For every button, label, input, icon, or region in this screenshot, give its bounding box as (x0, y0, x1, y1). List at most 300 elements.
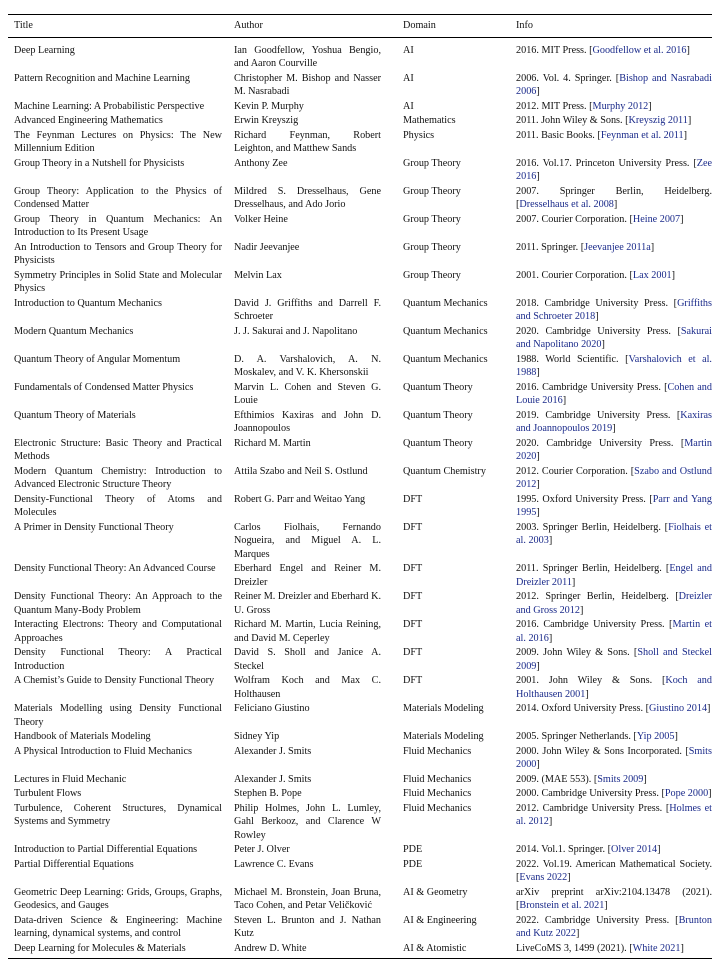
bracket-close: ] (648, 100, 652, 112)
bracket-close: ] (657, 844, 661, 855)
table-row (8, 618, 712, 646)
book-author: Attila Szabo and Neil S. Ostlund (234, 465, 368, 477)
book-info (510, 37, 712, 72)
citation-link[interactable]: Yip 2005 (636, 731, 675, 742)
table-row (8, 590, 712, 618)
bracket-open: [ (586, 44, 593, 56)
book-domain: Mathematics (403, 115, 456, 126)
bracket-open: [ (668, 591, 679, 602)
info-text: 2012. Courier Corporation. (516, 465, 628, 477)
book-info (510, 858, 712, 886)
bracket-open: [ (516, 199, 520, 210)
bracket-close: ] (585, 688, 589, 700)
book-author: Richard Feynman, Robert Leighton, and Matthew Sands (234, 129, 381, 154)
citation-link[interactable]: Dreizler and Gross 2012 (516, 591, 712, 616)
bracket-open: [ (627, 465, 635, 477)
bracket-open: [ (516, 872, 520, 883)
info-text: 2019. Cambridge University Press. (516, 409, 671, 421)
bracket-close: ] (571, 576, 576, 588)
bracket-close: ] (536, 660, 540, 672)
header-info: Info (510, 15, 712, 38)
bracket-open: [ (618, 353, 629, 365)
book-author: Reiner M. Dreizler and Eberhard K. U. Gross (234, 591, 381, 616)
bracket-close: ] (650, 241, 655, 253)
citation-link[interactable]: White 2021 (632, 942, 681, 954)
info-text: 2022. Cambridge University Press. (516, 914, 670, 926)
bracket-open: [ (668, 297, 678, 309)
book-domain: PDE (403, 844, 423, 855)
book-domain: DFT (403, 591, 423, 602)
citation-link[interactable]: Martin 2020 (516, 437, 712, 462)
bracket-open: [ (664, 619, 673, 630)
book-title: Fundamentals of Condensed Matter Physics (14, 381, 194, 393)
header-title: Title (8, 15, 228, 38)
table-row (8, 886, 712, 914)
info-text: 2005. Springer Netherlands. (516, 731, 631, 742)
bracket-close: ] (601, 339, 605, 350)
table-row (8, 185, 712, 213)
info-text: 2003. Springer Berlin, Heidelberg. (516, 521, 661, 533)
book-author: Richard M. Martin, Lucia Reining, and David M. Ceperley (234, 619, 381, 644)
book-author: Andrew D. White (228, 942, 397, 959)
book-info (510, 843, 712, 858)
book-domain: Quantum Theory (403, 437, 473, 449)
book-title: Group Theory in a Nutshell for Physicists (14, 157, 185, 169)
table-row (8, 942, 712, 959)
table-row (8, 100, 712, 115)
citation-link[interactable]: Sakurai and Napolitano 2020 (516, 325, 712, 350)
bracket-open: [ (578, 241, 585, 253)
table-row (8, 745, 712, 773)
book-author: David J. Griffiths and Darrell F. Schroeter (234, 297, 381, 322)
book-title: Partial Differential Equations (14, 858, 134, 870)
book-author: Alexander J. Smits (234, 745, 312, 757)
book-title: Electronic Structure: Basic Theory and Practical Methods (14, 437, 222, 462)
book-title: Quantum Theory of Angular Momentum (14, 353, 181, 365)
book-title: Deep Learning (14, 44, 75, 56)
citation-link[interactable]: Dresselhaus et al. 2008 (519, 199, 614, 210)
bracket-close: ] (536, 479, 540, 490)
citation-link[interactable]: Cohen and Louie 2016 (516, 381, 712, 406)
book-author: Alexander J. Smits (234, 773, 312, 785)
citation-link[interactable]: Brunton and Kutz 2022 (516, 914, 712, 939)
book-info (510, 353, 712, 381)
book-domain: Group Theory (403, 269, 461, 281)
bracket-close: ] (613, 199, 618, 210)
book-title: Quantum Theory of Materials (14, 409, 136, 421)
bracket-open: [ (591, 773, 598, 785)
book-domain: AI & Geometry (403, 886, 468, 898)
bracket-open: [ (629, 647, 638, 658)
bracket-open: [ (661, 563, 670, 574)
bracket-open: [ (670, 409, 681, 421)
bracket-open: [ (669, 914, 679, 926)
citation-link[interactable]: Murphy 2012 (592, 100, 649, 112)
info-text: 2009. (MAE 553). (516, 773, 592, 785)
bracket-close: ] (683, 129, 688, 141)
book-info (510, 129, 712, 157)
table-row (8, 409, 712, 437)
info-text: 2000. Cambridge University Press. (516, 788, 659, 799)
references-table (8, 14, 712, 959)
table-row (8, 702, 712, 730)
table-row (8, 730, 712, 745)
book-domain: DFT (403, 493, 423, 505)
info-text: 2006. Vol. 4. Springer. (516, 72, 612, 84)
book-info (510, 521, 712, 563)
bracket-open: [ (626, 942, 633, 954)
table-row (8, 914, 712, 942)
table-row (8, 437, 712, 465)
book-author: D. A. Varshalovich, A. N. Moskalev, and V. K. Khersonskii (234, 353, 381, 378)
book-author: Michael M. Bronstein, Joan Bruna, Taco Cohen, and Petar Veličković (234, 886, 381, 911)
book-author: Steven L. Brunton and J. Nathan Kutz (234, 914, 381, 939)
book-title: Density Functional Theory: An Approach to the Quantum Many-Body Problem (14, 591, 222, 616)
citation-link[interactable]: Goodfellow et al. 2016 (592, 44, 687, 56)
bracket-close: ] (536, 171, 540, 182)
book-title: Group Theory in Quantum Mechanics: An Introduction to Its Present Usage (14, 213, 222, 238)
book-title: Geometric Deep Learning: Grids, Groups, Graphs, Geodesics, and Gauges (14, 886, 222, 911)
book-domain: Fluid Mechanics (403, 802, 472, 814)
citation-link[interactable]: Zee 2016 (516, 157, 712, 182)
info-text: 2011. Springer Berlin, Heidelberg. (516, 563, 662, 574)
book-author: Christopher M. Bishop and Nasser M. Nasrabadi (234, 72, 381, 97)
bracket-close: ] (674, 731, 678, 742)
book-title: An Introduction to Tensors and Group Theory for Physicists (14, 241, 222, 266)
citation-link[interactable]: Jeevanjee 2011a (584, 241, 651, 253)
citation-link[interactable]: Bishop and Nasrabadi 2006 (516, 72, 712, 97)
citation-link[interactable]: Szabo and Ostlund 2012 (516, 465, 712, 490)
book-info (510, 802, 712, 844)
info-text: 1995. Oxford University Press. (516, 493, 646, 505)
book-author: Carlos Fiolhais, Fernando Nogueira, and Miguel A. L. Marques (234, 521, 381, 560)
book-title: A Chemist’s Guide to Density Functional Theory (14, 675, 215, 686)
bracket-close: ] (536, 759, 540, 770)
book-title: Symmetry Principles in Solid State and Molecular Physics (14, 269, 222, 294)
book-info (510, 157, 712, 185)
book-title: Machine Learning: A Probabilistic Perspective (14, 100, 205, 112)
book-domain: DFT (403, 521, 423, 533)
book-domain: Fluid Mechanics (403, 745, 472, 757)
info-text: 2018. Cambridge University Press. (516, 297, 669, 309)
book-info (510, 185, 712, 213)
book-info (510, 745, 712, 773)
citation-link[interactable]: Kaxiras and Joannopoulos 2019 (516, 409, 712, 434)
bracket-close: ] (548, 535, 553, 546)
book-info (510, 730, 712, 745)
bracket-close: ] (686, 44, 690, 56)
book-title: Deep Learning for Molecules & Materials (8, 942, 228, 959)
citation-link[interactable]: Feynman et al. 2011 (600, 129, 684, 141)
bracket-close: ] (595, 311, 599, 322)
bracket-open: [ (626, 213, 633, 225)
book-title: Modern Quantum Chemistry: Introduction to Advanced Electronic Structure Theory (14, 465, 222, 490)
book-domain: AI (403, 44, 414, 56)
book-info (510, 914, 712, 942)
book-info (510, 562, 712, 590)
bracket-close: ] (575, 928, 580, 939)
book-info (510, 787, 712, 802)
book-domain: Fluid Mechanics (403, 788, 472, 799)
citation-link[interactable]: Giustino 2014 (649, 703, 708, 714)
table-row (8, 493, 712, 521)
book-info (510, 409, 712, 437)
book-author: Peter J. Olver (234, 844, 290, 855)
table-row (8, 646, 712, 674)
book-title: A Physical Introduction to Fluid Mechanics (14, 745, 192, 757)
table-row (8, 521, 712, 563)
bracket-open: [ (670, 325, 681, 337)
info-text: 2011. Basic Books. (516, 129, 595, 141)
citation-link[interactable]: Koch and Holthausen 2001 (516, 675, 712, 700)
book-info (510, 674, 712, 702)
book-author: Sidney Yip (234, 731, 280, 742)
info-text: 2012. MIT Press. (516, 100, 587, 112)
bracket-close: ] (562, 395, 567, 406)
book-author: Anthony Zee (234, 157, 288, 169)
book-title: Density-Functional Theory of Atoms and Molecules (14, 493, 222, 518)
header-row (8, 15, 712, 38)
book-domain: AI (403, 100, 414, 112)
bracket-open: [ (630, 731, 637, 742)
book-info (510, 618, 712, 646)
book-info (510, 465, 712, 493)
book-domain: Materials Modeling (403, 703, 484, 714)
book-domain: PDE (403, 858, 423, 870)
book-title: The Feynman Lectures on Physics: The New Millennium Edition (14, 129, 222, 154)
bracket-close: ] (612, 423, 616, 434)
book-title: Group Theory: Application to the Physics of Condensed Matter (14, 185, 222, 210)
table-row (8, 858, 712, 886)
book-info (510, 590, 712, 618)
bracket-close: ] (643, 773, 647, 785)
bracket-open: [ (689, 157, 697, 169)
info-text: 2014. Vol.1. Springer. (516, 844, 606, 855)
book-info (510, 493, 712, 521)
citation-link[interactable]: Olver 2014 (611, 844, 658, 855)
book-domain: DFT (403, 675, 423, 686)
bracket-close: ] (536, 367, 540, 378)
book-author: Mildred S. Dresselhaus, Gene Dresselhaus, and Ado Jorio (234, 185, 381, 210)
table-row (8, 802, 712, 844)
table-row (8, 325, 712, 353)
bracket-open: [ (673, 437, 685, 449)
bracket-open: [ (605, 844, 612, 855)
table-row (8, 269, 712, 297)
book-domain: Group Theory (403, 157, 461, 169)
book-title: Modern Quantum Mechanics (14, 325, 134, 337)
book-domain: Quantum Mechanics (403, 297, 488, 309)
book-title: Introduction to Quantum Mechanics (14, 297, 162, 309)
bracket-close: ] (536, 86, 540, 97)
bracket-close: ] (536, 451, 540, 462)
bracket-open: [ (643, 703, 650, 714)
book-author: J. J. Sakurai and J. Napolitano (234, 325, 358, 337)
book-domain: AI & Engineering (403, 914, 477, 926)
book-title: Turbulent Flows (14, 788, 82, 799)
bracket-close: ] (536, 507, 540, 518)
info-text: 2016. Cambridge University Press. (516, 381, 661, 393)
info-text: 2000. John Wiley & Sons Incorporated. (516, 745, 682, 757)
book-title: Advanced Engineering Mathematics (14, 115, 163, 126)
citation-link[interactable]: Sholl and Steckel 2009 (516, 647, 712, 672)
citation-link[interactable]: Smits 2009 (597, 773, 644, 785)
book-title: Lectures in Fluid Mechanic (14, 773, 127, 785)
table-row (8, 674, 712, 702)
table-row (8, 241, 712, 269)
bracket-open: [ (660, 521, 669, 533)
info-text: 2016. Vol.17. Princeton University Press. (516, 157, 690, 169)
info-text: 1988. World Scientific. (516, 353, 619, 365)
citation-link[interactable]: Fiolhais et al. 2003 (516, 521, 712, 546)
info-text: LiveCoMS 3, 1499 (2021). (516, 942, 627, 954)
table-row (8, 353, 712, 381)
bracket-close: ] (604, 900, 608, 911)
bracket-close: ] (548, 816, 553, 827)
book-info (510, 942, 712, 959)
citation-link[interactable]: Griffiths and Schroeter 2018 (516, 297, 712, 322)
book-domain: AI (403, 72, 414, 84)
bracket-close: ] (708, 788, 712, 799)
info-text: 2012. Cambridge University Press. (516, 802, 663, 814)
table-row (8, 465, 712, 493)
book-author: David S. Sholl and Janice A. Steckel (234, 647, 381, 672)
book-title: A Primer in Density Functional Theory (14, 521, 174, 533)
table-row (8, 72, 712, 100)
bracket-close: ] (680, 942, 684, 954)
bracket-open: [ (586, 100, 593, 112)
book-author: Erwin Kreyszig (234, 115, 299, 126)
bracket-open: [ (516, 900, 520, 911)
book-domain: DFT (403, 619, 423, 630)
citation-link[interactable]: Martin et al. 2016 (516, 619, 712, 644)
bracket-open: [ (594, 129, 601, 141)
bracket-close: ] (687, 115, 692, 126)
table-row (8, 129, 712, 157)
book-info (510, 72, 712, 100)
book-domain: DFT (403, 563, 423, 574)
book-title: Data-driven Science & Engineering: Machine learning, dynamical systems, and control (14, 914, 222, 939)
citation-link[interactable]: Bronstein et al. 2021 (519, 900, 605, 911)
info-text: 2014. Oxford University Press. (516, 703, 644, 714)
book-author: Wolfram Koch and Max C. Holthausen (234, 675, 381, 700)
book-domain: Quantum Theory (403, 381, 473, 393)
book-title: Density Functional Theory: An Advanced Course (14, 563, 216, 574)
book-domain: Quantum Mechanics (403, 325, 488, 337)
book-title: Pattern Recognition and Machine Learning (14, 72, 190, 84)
citation-link[interactable]: Evans 2022 (519, 872, 568, 883)
citation-link[interactable]: Kreyszig 2011 (628, 115, 688, 126)
info-text: 2011. Springer. (516, 241, 579, 253)
book-domain: Group Theory (403, 213, 461, 225)
book-info (510, 702, 712, 730)
bracket-open: [ (645, 493, 653, 505)
table-row (8, 37, 712, 72)
info-text: 2007. Courier Corporation. (516, 213, 627, 225)
book-author: Marvin L. Cohen and Steven G. Louie (234, 381, 381, 406)
book-domain: Fluid Mechanics (403, 773, 472, 785)
citation-link[interactable]: Parr and Yang 1995 (516, 493, 712, 518)
bracket-close: ] (567, 872, 571, 883)
bracket-close: ] (707, 703, 711, 714)
citation-link[interactable]: Lax 2001 (632, 269, 672, 281)
book-domain: Quantum Chemistry (403, 465, 486, 477)
book-domain: Quantum Mechanics (403, 353, 488, 365)
book-title: Density Functional Theory: A Practical Introduction (14, 647, 222, 672)
header-author: Author (228, 15, 397, 38)
bracket-close: ] (579, 604, 584, 616)
book-info (510, 437, 712, 465)
bracket-close: ] (671, 269, 676, 281)
book-info (510, 381, 712, 409)
book-author: Volker Heine (234, 213, 288, 225)
bracket-open: [ (626, 269, 633, 281)
info-text: arXiv preprint arXiv:2104.13478 (2021). (516, 886, 712, 898)
table-row (8, 843, 712, 858)
bracket-open: [ (662, 802, 670, 814)
bracket-open: [ (611, 72, 620, 84)
citation-link[interactable]: Engel and Dreizler 2011 (516, 563, 712, 588)
bracket-open: [ (660, 381, 668, 393)
info-text: 2011. John Wiley & Sons. (516, 115, 623, 126)
book-author: Robert G. Parr and Weitao Yang (234, 493, 366, 505)
book-author: Lawrence C. Evans (234, 858, 314, 870)
info-text: 2016. MIT Press. (516, 44, 587, 56)
book-domain: DFT (403, 647, 423, 658)
info-text: 2020. Cambridge University Press. (516, 437, 674, 449)
book-domain: Quantum Theory (403, 409, 473, 421)
book-info (510, 886, 712, 914)
table-row (8, 773, 712, 788)
info-text: 2009. John Wiley & Sons. (516, 647, 630, 658)
book-domain: Group Theory (403, 185, 461, 197)
info-text: 2001. John Wiley & Sons. (516, 675, 653, 686)
citation-link[interactable]: Varshalovich et al. 1988 (516, 353, 712, 378)
book-author: Eberhard Engel and Reiner M. Dreizler (234, 563, 381, 588)
citation-link[interactable]: Pope 2000 (664, 788, 709, 799)
bracket-open: [ (652, 675, 666, 686)
table-row (8, 297, 712, 325)
book-title: Turbulence, Coherent Structures, Dynamical Systems and Symmetry (14, 802, 222, 827)
book-author: Efthimios Kaxiras and John D. Joannopoulos (234, 409, 381, 434)
book-title: Interacting Electrons: Theory and Computational Approaches (14, 619, 222, 644)
citation-link[interactable]: Heine 2007 (632, 213, 681, 225)
citation-link[interactable]: Holmes et al. 2012 (516, 802, 712, 827)
table-header (8, 15, 712, 38)
book-domain: Physics (403, 129, 435, 141)
book-info (510, 646, 712, 674)
book-domain: Group Theory (403, 241, 461, 253)
bracket-close: ] (548, 632, 553, 644)
book-info (510, 213, 712, 241)
citation-link[interactable]: Smits 2000 (516, 745, 712, 770)
table-row (8, 157, 712, 185)
book-info (510, 241, 712, 269)
bracket-open: [ (622, 115, 629, 126)
info-text: 2020. Cambridge University Press. (516, 325, 671, 337)
info-text: 2012. Springer Berlin, Heidelberg. (516, 591, 669, 602)
book-author: Philip Holmes, John L. Lumley, Gahl Berkooz, and Clarence W Rowley (234, 802, 381, 841)
book-title: Handbook of Materials Modeling (14, 731, 151, 742)
table-body (8, 37, 712, 959)
book-info (510, 114, 712, 129)
book-author: Kevin P. Murphy (234, 100, 304, 112)
info-text: 2016. Cambridge University Press. (516, 619, 665, 630)
book-author: Melvin Lax (234, 269, 282, 281)
bracket-close: ] (680, 213, 684, 225)
book-author: Stephen B. Pope (234, 788, 302, 799)
book-info (510, 773, 712, 788)
